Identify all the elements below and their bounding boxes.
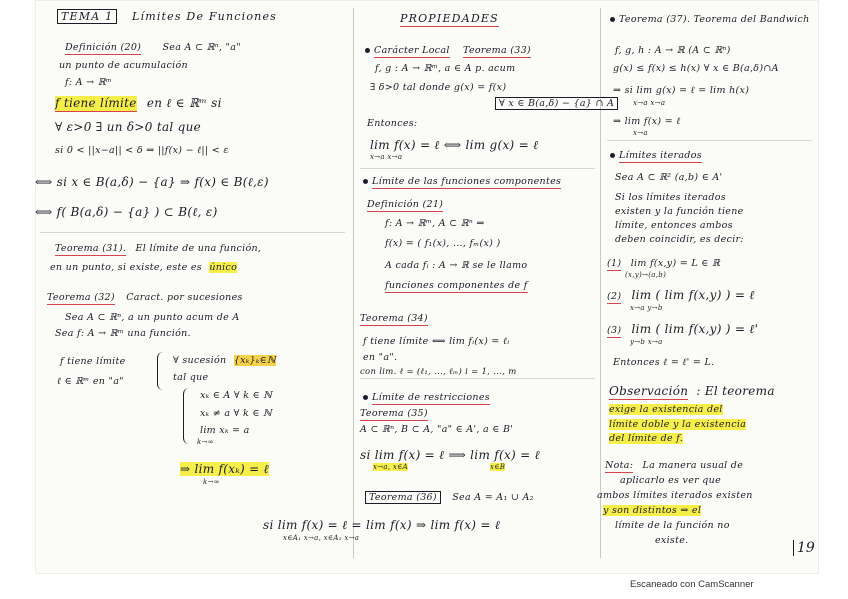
topic-title: Límites De Funciones bbox=[131, 10, 277, 23]
definition-label: Definición (21) bbox=[367, 199, 444, 210]
definition-line-tail: en ℓ ∈ ℝᵐ si bbox=[146, 96, 222, 110]
observation bbox=[609, 384, 775, 398]
sequence-conclusion bbox=[180, 462, 269, 477]
theorem-label: Teorema (37). Teorema del Bandwich bbox=[619, 14, 810, 25]
bullet-icon bbox=[363, 395, 368, 400]
boxed-condition: ∀ x ∈ B(a,δ) − {a} ∩ A bbox=[495, 97, 618, 110]
theorem-text: ℓ ∈ ℝᵐ en "a" bbox=[57, 376, 124, 387]
note-text bbox=[603, 505, 701, 516]
equivalence-line: ⟺ f( B(a,δ) − {a} ) ⊂ B(ℓ, ε) bbox=[35, 205, 218, 219]
property-text: existen y la función tiene bbox=[615, 206, 744, 217]
theorem-text: en un punto, si existe, este es bbox=[50, 262, 202, 273]
theorem-31-line2 bbox=[50, 262, 237, 273]
property-3 bbox=[363, 392, 490, 403]
property-5 bbox=[610, 150, 702, 161]
theorem-label: Teorema (35) bbox=[360, 408, 428, 419]
property-text: en "a". bbox=[363, 352, 398, 363]
bullet-icon bbox=[363, 179, 368, 184]
theorem-label: Teorema (32) bbox=[47, 292, 115, 303]
theorem-label: Teorema (33) bbox=[463, 45, 531, 56]
topic-header bbox=[57, 10, 277, 23]
property-text: ⇒ lim f(x) = ℓ bbox=[613, 116, 681, 127]
definition-line: un punto de acumulación bbox=[59, 60, 188, 71]
condition-line: lim xₖ = a bbox=[200, 425, 250, 436]
property-text: f, g, h : A → ℝ (A ⊂ ℝⁿ) bbox=[615, 45, 731, 56]
subscript-highlight bbox=[490, 463, 505, 471]
definition-label: Definición (20) bbox=[65, 42, 142, 53]
highlight-phrase: y son distintos ⇒ el bbox=[603, 505, 702, 516]
theorem-text: f tiene límite bbox=[60, 356, 126, 367]
property-label: Límite de restricciones bbox=[372, 392, 490, 403]
property-text: Entonces ℓ = ℓ' = L. bbox=[613, 357, 715, 368]
property-text bbox=[495, 98, 618, 109]
definition-21 bbox=[367, 199, 443, 210]
subscript: x∈A₁ x→a, x∈A₂ x→a bbox=[283, 534, 360, 542]
section-divider bbox=[607, 140, 812, 141]
highlight-phrase: límite doble y la existencia bbox=[609, 419, 747, 430]
highlight-phrase: del límite de f. bbox=[609, 433, 684, 444]
condition-line: xₖ ≠ a ∀ k ∈ ℕ bbox=[200, 408, 272, 419]
topic-number: TEMA 1 bbox=[57, 9, 117, 24]
property-text: ⇒ si lim g(x) = ℓ = lim h(x) bbox=[613, 85, 750, 96]
property-text: con lim. ℓ = (ℓ₁, ..., ℓₘ) i = 1, ..., m bbox=[360, 367, 517, 377]
subscript: x→a bbox=[633, 129, 648, 137]
theorem-text: El límite de una función, bbox=[135, 243, 262, 254]
observation-text bbox=[609, 433, 683, 444]
condition-line: xₖ ∈ A ∀ k ∈ ℕ bbox=[200, 390, 273, 401]
observation-text bbox=[609, 419, 746, 430]
bullet-icon bbox=[365, 48, 370, 53]
theorem-label: Teorema (31). bbox=[55, 243, 127, 254]
theorem-35 bbox=[360, 408, 428, 419]
subscript: k→∞ bbox=[203, 478, 220, 486]
observation-text bbox=[609, 404, 723, 415]
union-limit-line: si lim f(x) = ℓ = lim f(x) ⇒ lim f(x) = ℓ bbox=[263, 518, 501, 532]
definition-20 bbox=[65, 42, 241, 53]
theorem-32 bbox=[47, 292, 243, 303]
column-divider bbox=[600, 8, 601, 558]
underlined-phrase: funciones componentes de f bbox=[385, 280, 528, 291]
item-number: (2) bbox=[607, 291, 622, 302]
sequence-text: ∀ sucesión bbox=[173, 355, 227, 366]
note-text: límite de la función no bbox=[615, 520, 730, 531]
brace bbox=[157, 352, 164, 390]
property-text: si lim f(x) = ℓ ⟹ lim f(x) = ℓ bbox=[360, 448, 540, 462]
property-label: Carácter Local bbox=[374, 45, 450, 56]
brace bbox=[183, 388, 190, 444]
property-text: f: A → ℝᵐ, A ⊂ ℝⁿ ⇒ bbox=[385, 218, 485, 229]
theorem-text: Sea A ⊂ ℝⁿ, a un punto acum de A bbox=[65, 312, 240, 323]
property-text: Si los límites iterados bbox=[615, 192, 726, 203]
scanner-watermark: Escaneado con CamScanner bbox=[630, 579, 754, 590]
theorem-34 bbox=[360, 313, 428, 324]
property-text: f tiene límite ⟺ lim fᵢ(x) = ℓᵢ bbox=[363, 336, 510, 347]
definition-line: Sea A ⊂ ℝⁿ, "a" bbox=[162, 42, 241, 53]
property-text: ∃ δ>0 tal donde g(x) = f(x) bbox=[370, 82, 507, 93]
theorem-text: Caract. por sucesiones bbox=[126, 292, 243, 303]
definition-line: f: A → ℝᵐ bbox=[65, 77, 113, 88]
theorem-37 bbox=[610, 14, 810, 25]
sequence-line bbox=[173, 355, 276, 366]
highlight-phrase: f tiene límite bbox=[55, 96, 137, 110]
subscript-highlight bbox=[373, 463, 408, 471]
item-number: (1) bbox=[607, 258, 622, 269]
note-text: existe. bbox=[655, 535, 689, 546]
section-divider bbox=[40, 232, 345, 233]
definition-line bbox=[55, 96, 222, 111]
sequence-text: tal que bbox=[173, 372, 209, 383]
property-text: A cada fᵢ : A → ℝ se le llamo bbox=[385, 260, 528, 271]
observation-text: : El teorema bbox=[696, 384, 775, 398]
section-divider bbox=[360, 168, 595, 169]
property-text: g(x) ≤ f(x) ≤ h(x) ∀ x ∈ B(a,δ)∩A bbox=[613, 63, 779, 74]
subscript: x∈B bbox=[490, 463, 506, 471]
iterated-limit-1 bbox=[607, 258, 720, 269]
property-text: límite, entonces ambos bbox=[615, 220, 733, 231]
highlight-phrase: exige la existencia del bbox=[609, 404, 723, 415]
property-text: lim f(x) = ℓ ⟺ lim g(x) = ℓ bbox=[370, 138, 539, 152]
iterated-limit-text: lim f(x,y) = L ∈ ℝ bbox=[630, 258, 721, 269]
iterated-limit-text: lim ( lim f(x,y) ) = ℓ bbox=[631, 288, 755, 302]
note bbox=[605, 460, 743, 471]
observation-label: Observación bbox=[609, 384, 689, 398]
bullet-icon bbox=[610, 153, 615, 158]
property-text: Sea A ⊂ ℝ² (a,b) ∈ A' bbox=[615, 172, 723, 183]
subscript: x→a x→a bbox=[633, 99, 666, 107]
subscript: k→∞ bbox=[197, 438, 214, 446]
highlight-phrase: {xₖ}ₖ∈ℕ bbox=[233, 355, 276, 366]
note-text: ambos límites iterados existen bbox=[597, 490, 753, 501]
theorem-31 bbox=[55, 243, 261, 254]
theorem-label: Teorema (36) bbox=[365, 491, 441, 504]
theorem-36 bbox=[365, 492, 534, 503]
property-label: Límite de las funciones componentes bbox=[372, 176, 562, 187]
property-text: f(x) = ( f₁(x), ..., fₘ(x) ) bbox=[385, 238, 501, 249]
subscript: x→a x→a bbox=[370, 153, 403, 161]
sequence-conclusion-text: ⇒ lim f(xₖ) = ℓ bbox=[180, 462, 269, 476]
iterated-limit-text: lim ( lim f(x,y) ) = ℓ' bbox=[631, 322, 759, 336]
theorem-label: Teorema (34) bbox=[360, 313, 428, 324]
note-label: Nota: bbox=[605, 460, 634, 471]
subscript: x→a, x∈A bbox=[373, 463, 409, 471]
note-text: aplicarlo es ver que bbox=[620, 475, 722, 486]
bullet-icon bbox=[610, 17, 615, 22]
property-text: deben coincidir, es decir: bbox=[615, 234, 744, 245]
property-2 bbox=[363, 176, 561, 187]
property-label: Límites iterados bbox=[619, 150, 702, 161]
scanned-notes-page bbox=[35, 0, 819, 574]
property-text: f, g : A → ℝᵐ, a ∈ A p. acum bbox=[375, 63, 516, 74]
note-text: La manera usual de bbox=[642, 460, 744, 471]
epsilon-delta-line: si 0 < ||x−a|| < δ ⇒ ||f(x) − ℓ|| < ε bbox=[55, 145, 229, 156]
properties-title bbox=[400, 12, 499, 25]
property-1 bbox=[365, 45, 531, 56]
iterated-limit-2 bbox=[607, 288, 755, 303]
property-text: Entonces: bbox=[367, 118, 418, 129]
theorem-text: Sea f: A → ℝᵐ una función. bbox=[55, 328, 191, 339]
highlight-phrase: único bbox=[209, 262, 238, 273]
subscript: (x,y)→(a,b) bbox=[625, 271, 667, 279]
page-number: 19 bbox=[793, 540, 815, 556]
subscript: y→b x→a bbox=[630, 338, 663, 346]
epsilon-delta-line: ∀ ε>0 ∃ un δ>0 tal que bbox=[55, 120, 202, 134]
column-divider bbox=[353, 8, 354, 558]
iterated-limit-3 bbox=[607, 322, 758, 337]
item-number: (3) bbox=[607, 325, 622, 336]
properties-title-text: PROPIEDADES bbox=[400, 12, 499, 25]
equivalence-line: ⟺ si x ∈ B(a,δ) − {a} ⇒ f(x) ∈ B(ℓ,ε) bbox=[35, 175, 269, 189]
subscript: x→a y→b bbox=[630, 304, 663, 312]
property-text: Sea A = A₁ ∪ A₂ bbox=[452, 492, 534, 503]
property-text bbox=[385, 280, 528, 291]
section-divider bbox=[360, 378, 595, 379]
property-text: A ⊂ ℝⁿ, B ⊂ A, "a" ∈ A', a ∈ B' bbox=[360, 424, 514, 435]
